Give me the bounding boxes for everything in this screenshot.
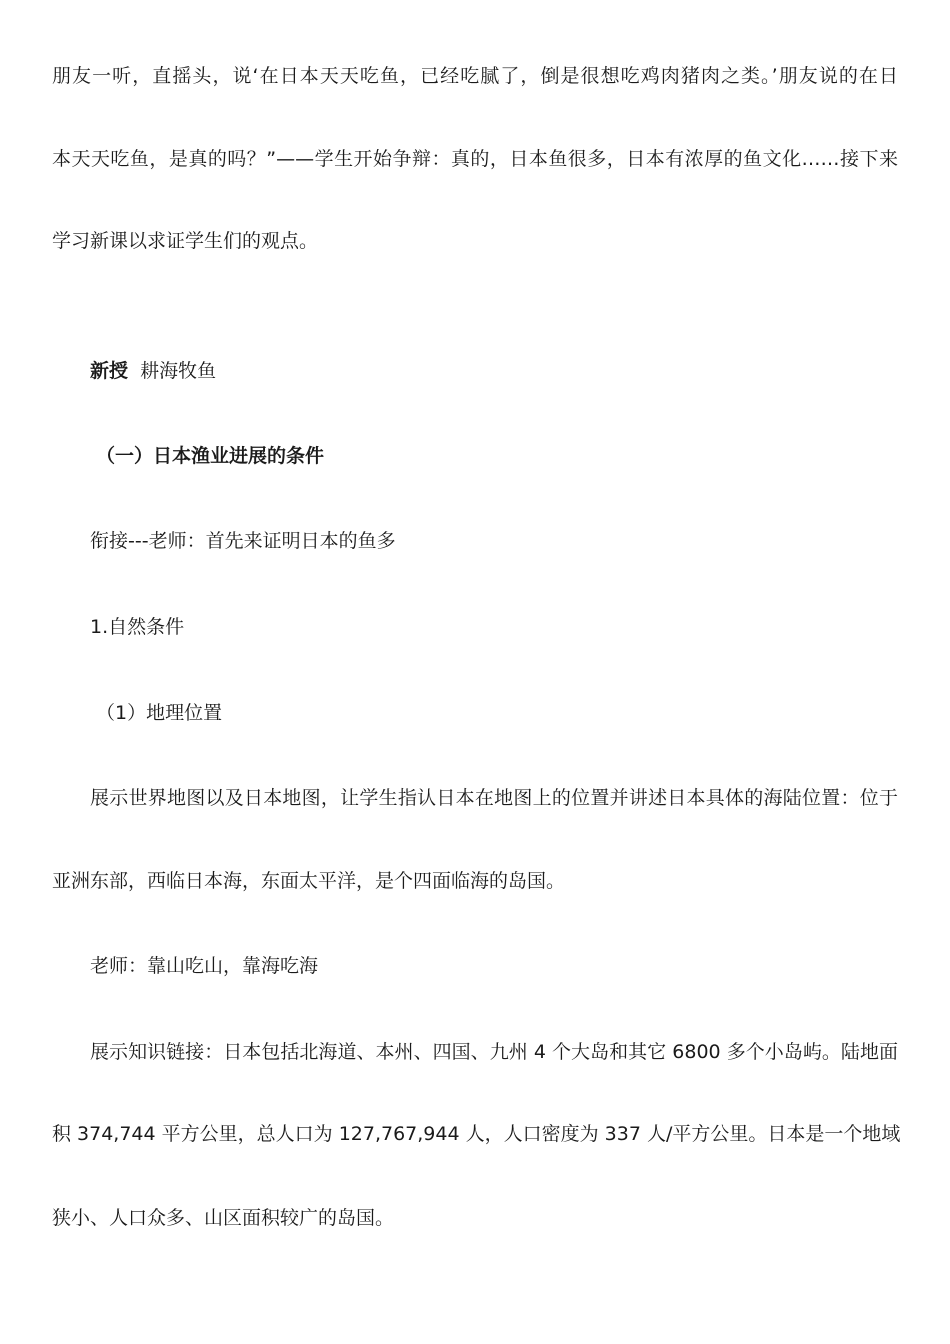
paragraph-line: 学习新课以求证学生们的观点。 <box>52 230 319 252</box>
paragraph-line: 本天天吃鱼，是真的吗？”——学生开始争辩：真的，日本鱼很多，日本有浓厚的鱼文化……接下来 <box>52 148 898 170</box>
section-title: 耕海牧鱼 <box>140 360 217 382</box>
paragraph-line: 展示世界地图以及日本地图，让学生指认日本在地图上的位置并讲述日本具体的海陆位置：位于 <box>90 787 898 809</box>
transition-text: 衔接---老师：首先来证明日本的鱼多 <box>90 530 396 552</box>
point-geographic-location: （1）地理位置 <box>96 702 223 724</box>
paragraph-line: 展示知识链接：日本包括北海道、本州、四国、九州 4 个大岛和其它 6800 多个小岛屿。陆地面 <box>90 1041 898 1063</box>
paragraph-line: 狭小、人口众多、山区面积较广的岛国。 <box>52 1207 395 1229</box>
paragraph-line: 亚洲东部，西临日本海，东面太平洋，是个四面临海的岛国。 <box>52 870 566 892</box>
teacher-quote: 老师：靠山吃山，靠海吃海 <box>90 955 319 977</box>
paragraph-line: 积 374,744 平方公里，总人口为 127,767,944 人，人口密度为 337 人/平方公里。日本是一个地域 <box>52 1123 901 1145</box>
paragraph-line: 朋友一听，直摇头，说‘在日本天天吃鱼，已经吃腻了，倒是很想吃鸡肉猪肉之类。’朋友说的在日 <box>52 65 898 87</box>
section-label: 新授 <box>90 360 129 382</box>
section-heading <box>90 359 898 383</box>
point-natural-conditions: 1.自然条件 <box>90 616 185 638</box>
subsection-heading: （一）日本渔业进展的条件 <box>96 445 325 467</box>
